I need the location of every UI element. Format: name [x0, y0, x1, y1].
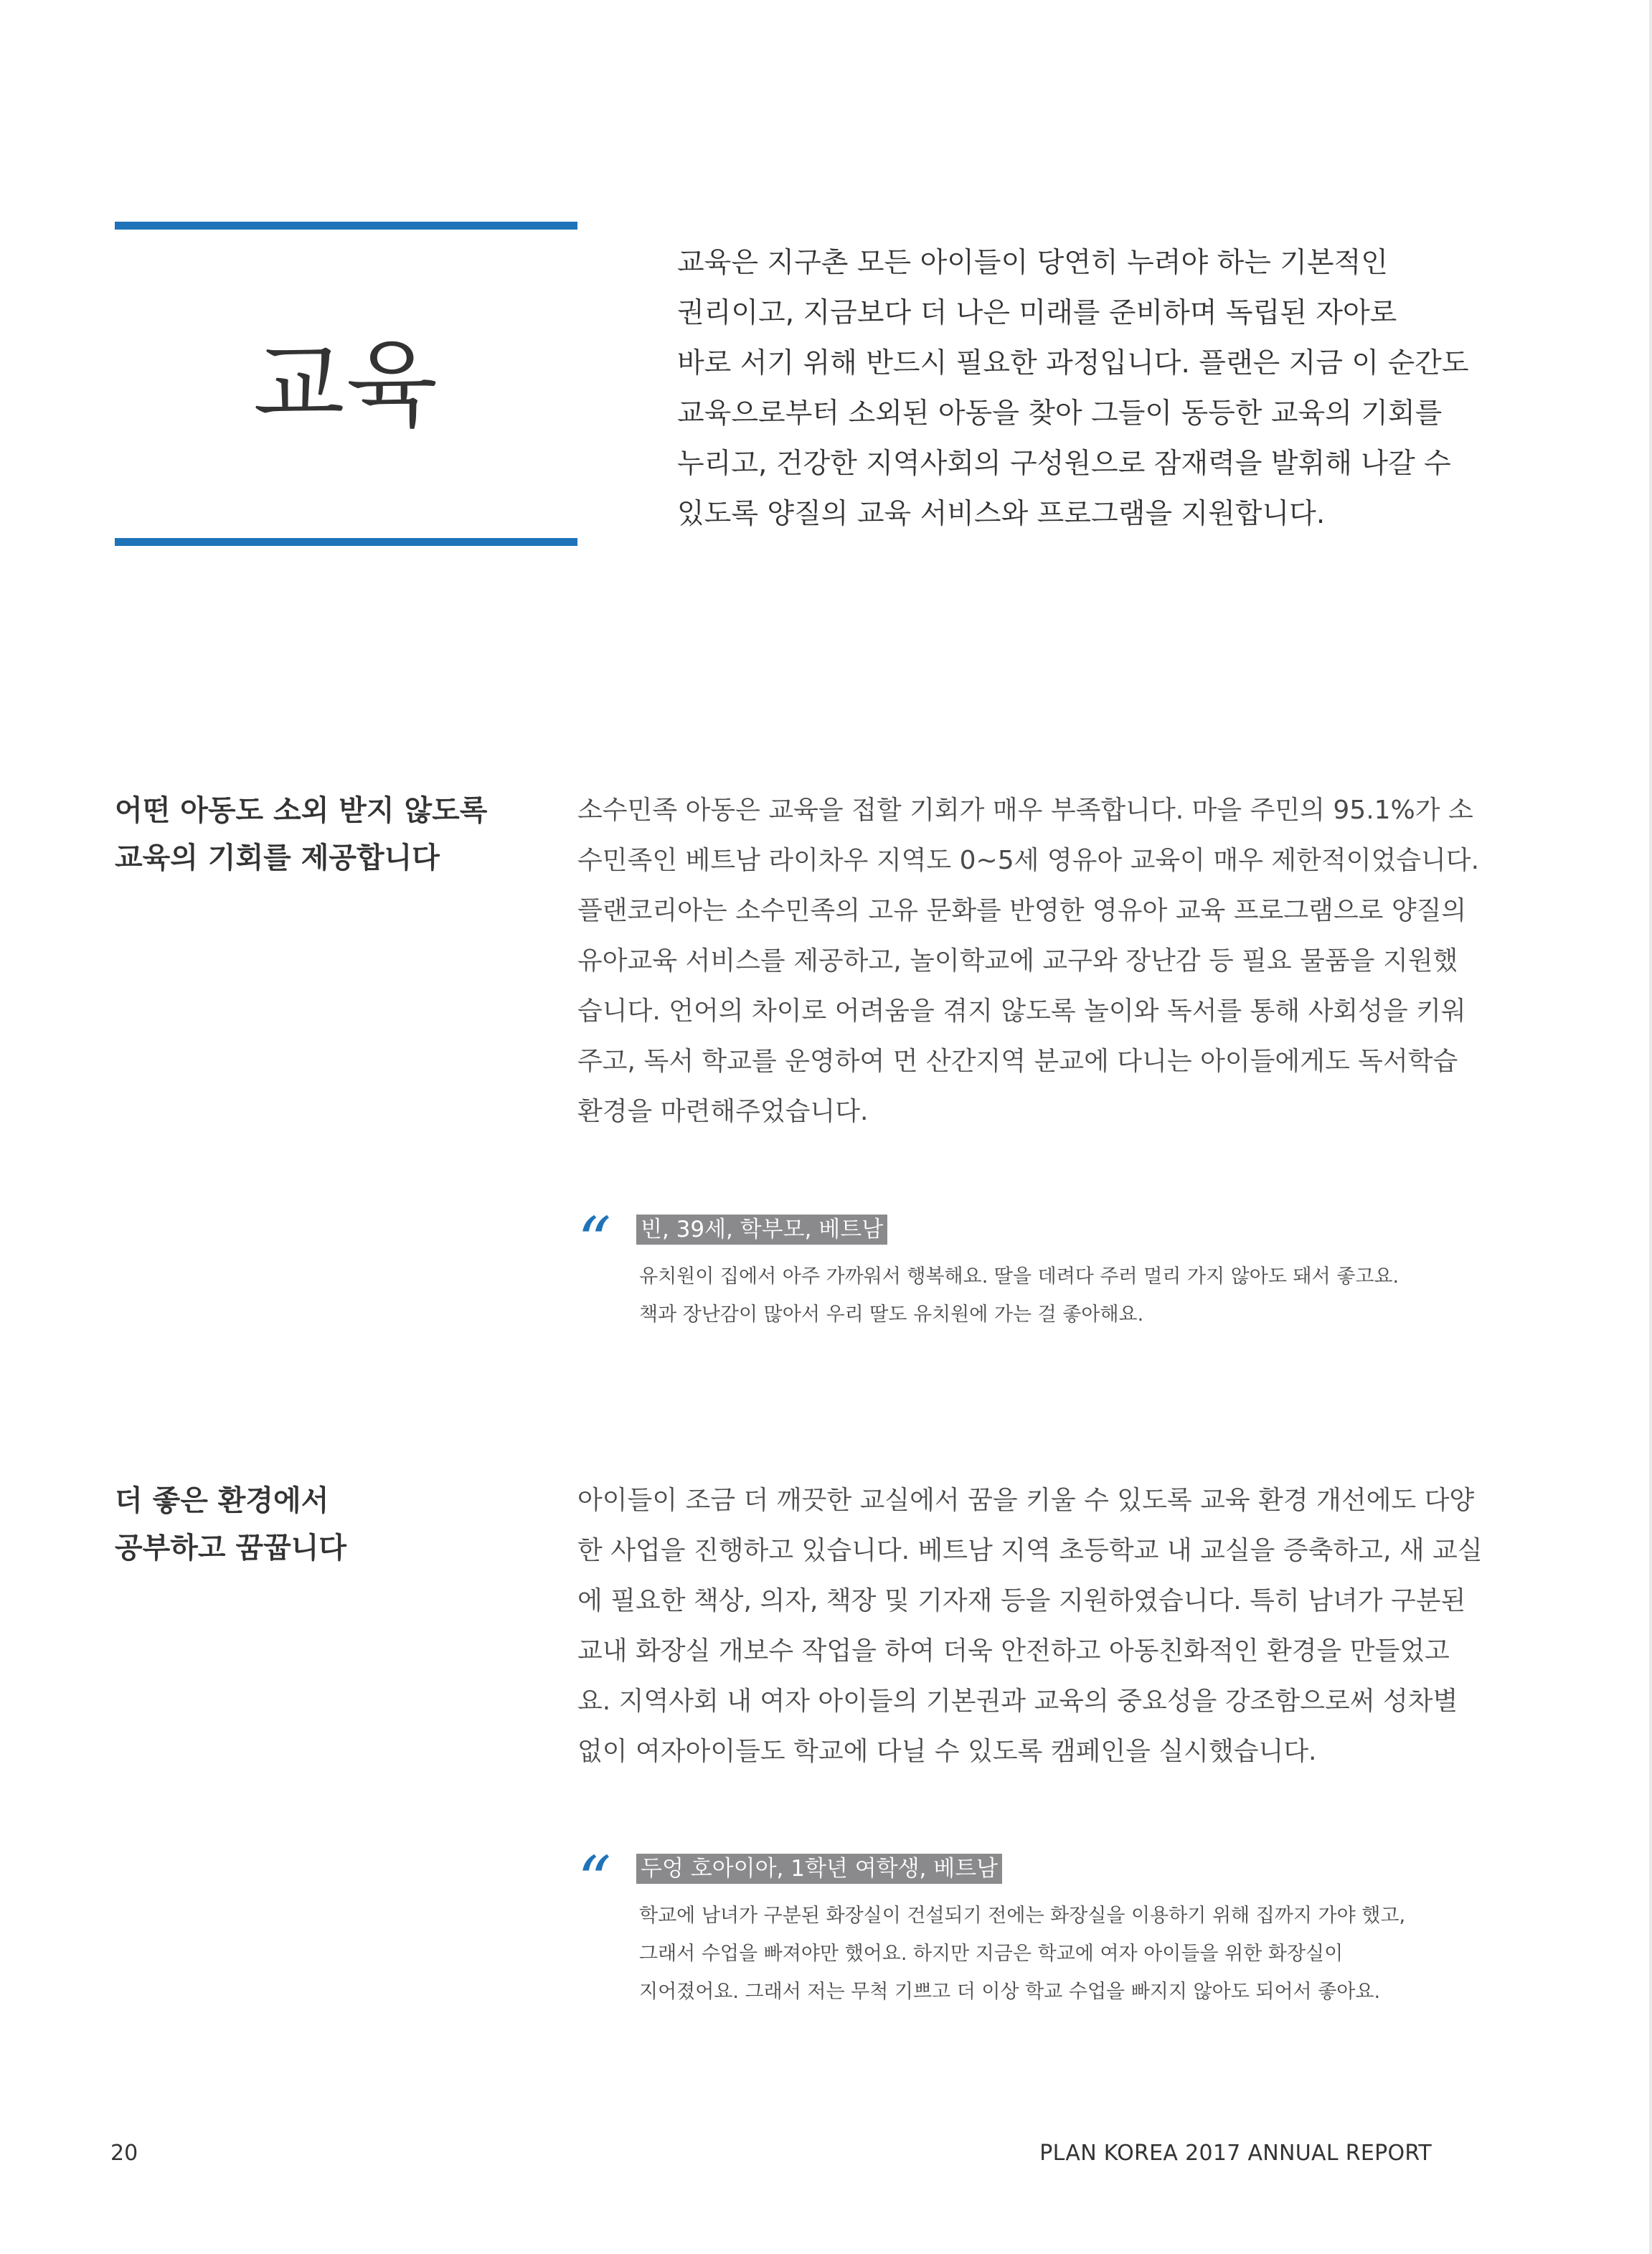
page-number: 20	[110, 2141, 138, 2166]
body-line: 없이 여자아이들도 학교에 다닐 수 있도록 캠페인을 실시했습니다.	[577, 1737, 1317, 1766]
title-bottom-rule	[115, 538, 577, 546]
quote-text	[639, 1897, 1405, 2011]
intro-line: 있도록 양질의 교육 서비스와 프로그램을 지원합니다.	[677, 498, 1326, 530]
intro-line: 누리고, 건강한 지역사회의 구성원으로 잠재력을 발휘해 나갈 수	[677, 448, 1451, 480]
quote-line: 책과 장난감이 많아서 우리 딸도 유치원에 가는 걸 좋아해요.	[639, 1303, 1144, 1326]
body-line: 한 사업을 진행하고 있습니다. 베트남 지역 초등학교 내 교실을 증축하고, 새 교실	[577, 1536, 1483, 1565]
report-label: PLAN KOREA 2017 ANNUAL REPORT	[1039, 2141, 1432, 2166]
body-line: 플랜코리아는 소수민족의 고유 문화를 반영한 영유아 교육 프로그램으로 양질의	[577, 896, 1467, 925]
body-line: 주고, 독서 학교를 운영하여 먼 산간지역 분교에 다니는 아이들에게도 독서학습	[577, 1047, 1458, 1076]
section-body-environment	[577, 1476, 1483, 1777]
page-edge	[1649, 0, 1652, 2254]
section-heading-environment	[115, 1477, 516, 1572]
quote-line: 지어졌어요. 그래서 저는 무척 기쁘고 더 이상 학교 수업을 빠지지 않아도 되어서 좋아요.	[639, 1981, 1381, 2003]
intro-paragraph	[677, 238, 1495, 539]
body-line: 교내 화장실 개보수 작업을 하여 더욱 안전하고 아동친화적인 환경을 만들었고	[577, 1636, 1450, 1666]
body-line: 수민족인 베트남 라이차우 지역도 0~5세 영유아 교육이 매우 제한적이었습니다.	[577, 846, 1480, 875]
section-body-opportunity	[577, 786, 1480, 1137]
quote-text	[639, 1258, 1399, 1334]
body-line: 습니다. 언어의 차이로 어려움을 겪지 않도록 놀이와 독서를 통해 사회성을 키워	[577, 996, 1466, 1026]
body-line: 환경을 마련해주었습니다.	[577, 1097, 869, 1126]
body-line: 에 필요한 책상, 의자, 책장 및 기자재 등을 지원하였습니다. 특히 남녀가 구분된	[577, 1586, 1466, 1616]
intro-line: 교육은 지구촌 모든 아이들이 당연히 누려야 하는 기본적인	[677, 247, 1388, 279]
section-heading-line: 공부하고 꿈꿉니다	[115, 1532, 347, 1565]
body-line: 아이들이 조금 더 깨끗한 교실에서 꿈을 키울 수 있도록 교육 환경 개선에도 다양	[577, 1486, 1475, 1515]
body-line: 소수민족 아동은 교육을 접할 기회가 매우 부족합니다. 마을 주민의 95.1%가 소	[577, 796, 1473, 825]
quote-speaker: 빈, 39세, 학부모, 베트남	[636, 1215, 887, 1245]
quote-mark-icon: “	[577, 1842, 608, 1919]
title-top-rule	[115, 222, 577, 230]
quote-speaker: 두엉 호아이아, 1학년 여학생, 베트남	[636, 1854, 1002, 1884]
quote-mark-icon: “	[577, 1203, 608, 1280]
body-line: 유아교육 서비스를 제공하고, 놀이학교에 교구와 장난감 등 필요 물품을 지원했	[577, 946, 1458, 976]
section-heading-opportunity	[115, 787, 516, 882]
quote-line: 유치원이 집에서 아주 가까워서 행복해요. 딸을 데려다 주러 멀리 가지 않아도 돼서 좋고요.	[639, 1265, 1400, 1288]
section-heading-line: 더 좋은 환경에서	[115, 1484, 329, 1517]
page-title: 교육	[252, 330, 440, 440]
quote-line: 학교에 남녀가 구분된 화장실이 건설되기 전에는 화장실을 이용하기 위해 집까지 가야 했고,	[639, 1905, 1406, 1927]
quote-line: 그래서 수업을 빠져야만 했어요. 하지만 지금은 학교에 여자 아이들을 위한 화장실이	[639, 1943, 1344, 1965]
section-heading-line: 어떤 아동도 소외 받지 않도록	[115, 794, 488, 827]
intro-line: 바로 서기 위해 반드시 필요한 과정입니다. 플랜은 지금 이 순간도	[677, 347, 1469, 379]
intro-line: 권리이고, 지금보다 더 나은 미래를 준비하며 독립된 자아로	[677, 297, 1397, 329]
section-heading-line: 교육의 기회를 제공합니다	[115, 841, 440, 874]
intro-line: 교육으로부터 소외된 아동을 찾아 그들이 동등한 교육의 기회를	[677, 397, 1443, 430]
body-line: 요. 지역사회 내 여자 아이들의 기본권과 교육의 중요성을 강조함으로써 성차별	[577, 1687, 1458, 1716]
